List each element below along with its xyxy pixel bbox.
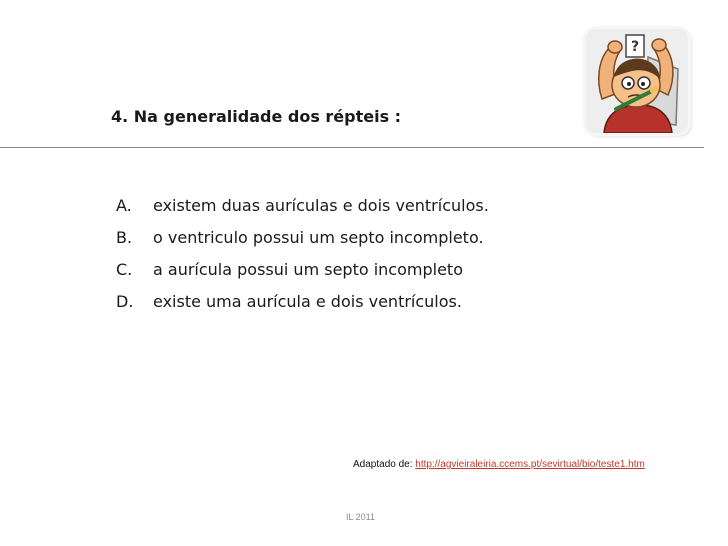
sign-question-mark: ? xyxy=(630,39,640,55)
footer-text: IL 2011 xyxy=(346,512,376,522)
option-text: existem duas aurículas e dois ventrículos. xyxy=(153,196,489,215)
option-text: existe uma aurícula e dois ventrículos. xyxy=(153,292,462,311)
source-label: Adaptado de: xyxy=(353,459,413,470)
source-link[interactable]: http://agvieiraleiria.ccems.pt/sevirtual/bio/teste1.htm xyxy=(415,459,645,470)
option-letter: D. xyxy=(116,292,134,311)
option-text: a aurícula possui um septo incompleto xyxy=(153,260,463,279)
confused-student-icon xyxy=(586,29,688,133)
divider-line xyxy=(0,147,704,148)
option-letter: B. xyxy=(116,228,133,247)
option-a xyxy=(116,196,489,228)
answer-options xyxy=(116,196,489,324)
option-c xyxy=(116,260,489,292)
option-letter: C. xyxy=(116,260,133,279)
option-letter: A. xyxy=(116,196,132,215)
source-attribution xyxy=(353,459,645,470)
question-title: 4. Na generalidade dos répteis : xyxy=(111,107,402,126)
option-text: o ventriculo possui um septo incompleto. xyxy=(153,228,484,247)
option-d xyxy=(116,292,489,324)
option-b xyxy=(116,228,489,260)
